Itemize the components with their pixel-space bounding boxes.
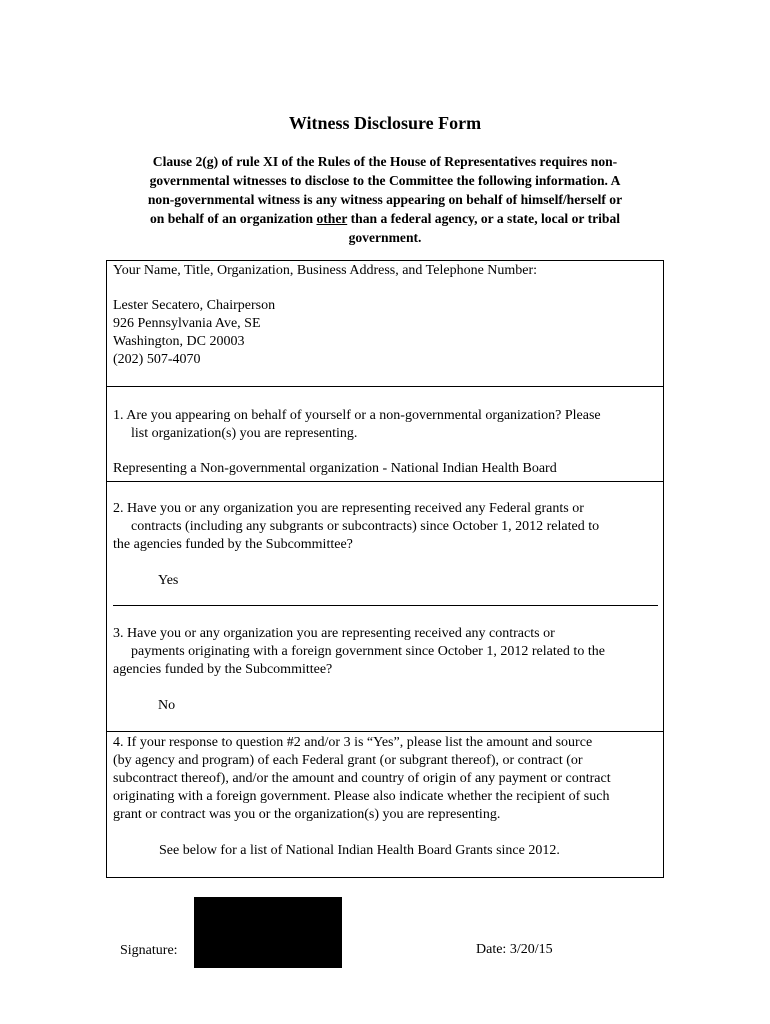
contact-phone: (202) 507-4070 [113, 352, 201, 367]
contact-prompt: Your Name, Title, Organization, Business Address, and Telephone Number: [113, 263, 538, 278]
q3-text: payments originating with a foreign government since October 1, 2012 related to the [131, 644, 605, 659]
q4-answer: See below for a list of National Indian Health Board Grants since 2012. [159, 843, 560, 858]
q2-text: 2. Have you or any organization you are representing received any Federal grants or [113, 501, 584, 516]
q4-text: grant or contract was you or the organization(s) you are representing. [113, 807, 501, 822]
contact-name: Lester Secatero, Chairperson [113, 298, 276, 313]
form-title: Witness Disclosure Form [288, 113, 482, 133]
intro-text: than a federal agency, or a state, local or tribal [347, 211, 621, 226]
intro-text: on behalf of an organization [149, 211, 317, 226]
row-divider [106, 481, 664, 482]
q4-text: originating with a foreign government. Please also indicate whether the recipient of such [113, 789, 610, 804]
intro-line: government. [348, 230, 422, 245]
q1-answer: Representing a Non-governmental organization - National Indian Health Board [113, 461, 557, 476]
q3-answer: No [158, 698, 176, 713]
redacted-signature [194, 897, 342, 968]
row-divider [106, 386, 664, 387]
q3-text: 3. Have you or any organization you are representing received any contracts or [113, 626, 555, 641]
intro-line: governmental witnesses to disclose to the Committee the following information. A [149, 173, 621, 188]
intro-line [108, 209, 662, 228]
q2-answer: Yes [158, 573, 179, 588]
q4-text: 4. If your response to question #2 and/or 3 is “Yes”, please list the amount and source [113, 735, 593, 750]
q4-text: (by agency and program) of each Federal grant (or subgrant thereof), or contract (or [113, 753, 583, 768]
intro-line: non-governmental witness is any witness appearing on behalf of himself/herself or [147, 192, 623, 207]
contact-street: 926 Pennsylvania Ave, SE [113, 316, 261, 331]
row-divider [106, 731, 664, 732]
contact-city: Washington, DC 20003 [113, 334, 245, 349]
q3-text: agencies funded by the Subcommittee? [113, 662, 333, 677]
date-label: Date: 3/20/15 [476, 942, 553, 957]
q2-text: contracts (including any subgrants or subcontracts) since October 1, 2012 related to [131, 519, 600, 534]
q4-text: subcontract thereof), and/or the amount and country of origin of any payment or contract [113, 771, 611, 786]
intro-underlined-word: other [316, 211, 348, 226]
q1-text: 1. Are you appearing on behalf of yourself or a non-governmental organization? Please [113, 408, 601, 423]
table-bottom-border [106, 877, 664, 878]
intro-paragraph [108, 152, 662, 247]
row-divider [113, 605, 658, 606]
table-top-border [106, 260, 664, 261]
q1-text: list organization(s) you are representing. [131, 426, 358, 441]
signature-label: Signature: [120, 943, 178, 958]
q2-text: the agencies funded by the Subcommittee? [113, 537, 353, 552]
intro-line: Clause 2(g) of rule XI of the Rules of the House of Representatives requires non- [152, 154, 618, 169]
